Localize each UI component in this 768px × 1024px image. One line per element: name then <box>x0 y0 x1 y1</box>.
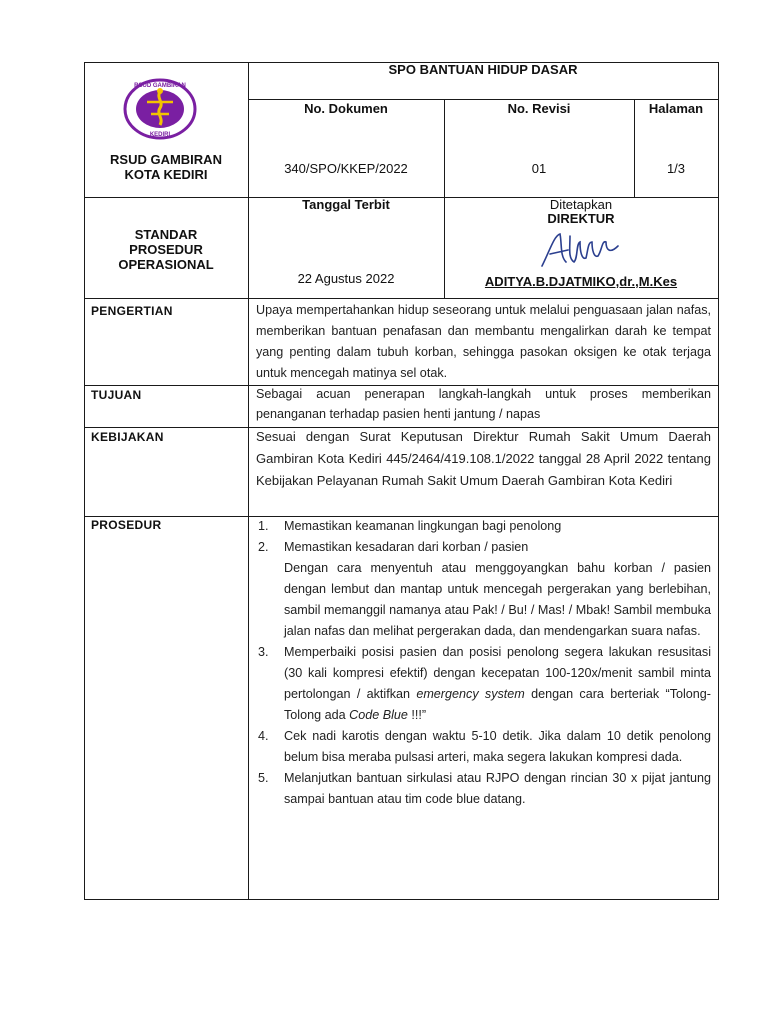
prosedur-list <box>256 516 711 810</box>
prosedur-item-1 <box>256 516 711 537</box>
rsud-gambiran-logo <box>123 78 197 140</box>
no-revisi-value: 01 <box>531 161 547 176</box>
tujuan-text: Sebagai acuan penerapan langkah-langkah untuk proses memberikan penanganan terhadap pasien henti jantung / napas <box>256 387 711 421</box>
prosedur-item-text: Memperbaiki posisi pasien dan posisi penolong segera lakukan resusitasi (30 kali kompresi efektif) dengan kecepatan 100-120x/menit sambil minta pertolongan / aktifkan <box>284 645 711 701</box>
col-header-halaman: Halaman <box>648 101 704 116</box>
spo-label-line2: PROSEDUR <box>129 242 203 257</box>
table-border-left <box>84 62 85 900</box>
prosedur-item-emphasis: emergency system <box>416 687 525 701</box>
prosedur-label: PROSEDUR <box>91 518 162 532</box>
logo-text-top: RSUD GAMBIRAN <box>134 83 186 89</box>
prosedur-item-text: Cek nadi karotis dengan waktu 5-10 detik. Jika dalam 10 detik penolong belum bisa meraba pulsasi arteri, maka segera lakukan kompresi dada. <box>284 729 711 764</box>
prosedur-item-number: 5. <box>258 771 269 785</box>
institution-name-line2: KOTA KEDIRI <box>124 167 208 182</box>
pengertian-text: Upaya mempertahankan hidup seseorang untuk melalui penguasaan jalan nafas, memberikan bantuan penafasan dan membantu mengalirkan darah ke tempat yang penting dalam tubuh korban, sehingga pasokan oksigen ke otak terjaga untuk mencegah matinya sel otak. <box>256 303 711 380</box>
tujuan-label: TUJUAN <box>91 388 142 402</box>
institution-name-line1: RSUD GAMBIRAN <box>110 152 222 167</box>
logo-text-bottom: KEDIRI <box>149 132 171 138</box>
spo-label-line1: STANDAR <box>134 227 198 242</box>
prosedur-item-3 <box>256 642 711 726</box>
table-border-right <box>718 62 719 900</box>
table-border-bottom <box>84 899 719 900</box>
tanggal-terbit-value: 22 Agustus 2022 <box>297 271 395 286</box>
prosedur-item-2 <box>256 537 711 558</box>
halaman-value: 1/3 <box>666 161 686 176</box>
col-header-no-revisi: No. Revisi <box>507 101 571 116</box>
table-col-divider <box>248 62 249 900</box>
no-dokumen-value: 340/SPO/KKEP/2022 <box>284 161 408 176</box>
col-header-no-dokumen: No. Dokumen <box>304 101 388 116</box>
prosedur-item-text: dengan cara berteriak “Tolong-Tolong ada <box>284 687 711 722</box>
prosedur-item-number: 3. <box>258 645 269 659</box>
signatory-name: ADITYA.B.DJATMIKO,dr.,M.Kes <box>484 274 678 289</box>
prosedur-item-5 <box>256 768 711 810</box>
direktur-label: DIREKTUR <box>547 211 615 226</box>
spo-label-line3: OPERASIONAL <box>118 257 214 272</box>
table-line-title <box>248 99 719 100</box>
prosedur-item-text: Dengan cara menyentuh atau menggoyangkan bahu korban / pasien dengan lembut dan mantap untuk mencegah pergerakan yang berlebihan, sambil memanggil namanya atau Pak! / Bu! / Mas! / Mbak! Sambil membuka jalan nafas dan melihat pergerakan dada, dan mendengarkan suara nafas. <box>284 561 711 638</box>
doc-title: SPO BANTUAN HIDUP DASAR <box>388 62 578 77</box>
prosedur-item-text: !!!” <box>407 708 427 722</box>
prosedur-item-2-detail <box>256 558 711 642</box>
prosedur-item-number: 1. <box>258 519 269 533</box>
ditetapkan-label: Ditetapkan <box>549 197 613 212</box>
prosedur-item-text: Memastikan kesadaran dari korban / pasien <box>284 540 529 554</box>
kebijakan-text: Sesuai dengan Surat Keputusan Direktur Rumah Sakit Umum Daerah Gambiran Kota Kediri 445/2464/419.108.1/2022 tanggal 28 April 2022 tentang Kebijakan Pelayanan Rumah Sakit Umum Daerah Gambiran Kota Kediri <box>256 429 711 488</box>
table-line-spo <box>84 298 719 299</box>
prosedur-item-emphasis: Code Blue <box>349 708 408 722</box>
kebijakan-label: KEBIJAKAN <box>91 430 164 444</box>
prosedur-item-number: 4. <box>258 729 269 743</box>
pengertian-label: PENGERTIAN <box>91 304 173 318</box>
tanggal-terbit-label: Tanggal Terbit <box>302 197 390 212</box>
director-signature <box>536 228 626 272</box>
prosedur-item-text: Melanjutkan bantuan sirkulasi atau RJPO dengan rincian 30 x pijat jantung sampai bantuan atau tim code blue datang. <box>284 771 711 806</box>
prosedur-item-text: Memastikan keamanan lingkungan bagi penolong <box>284 519 562 533</box>
prosedur-item-number: 2. <box>258 540 269 554</box>
prosedur-item-4 <box>256 726 711 768</box>
